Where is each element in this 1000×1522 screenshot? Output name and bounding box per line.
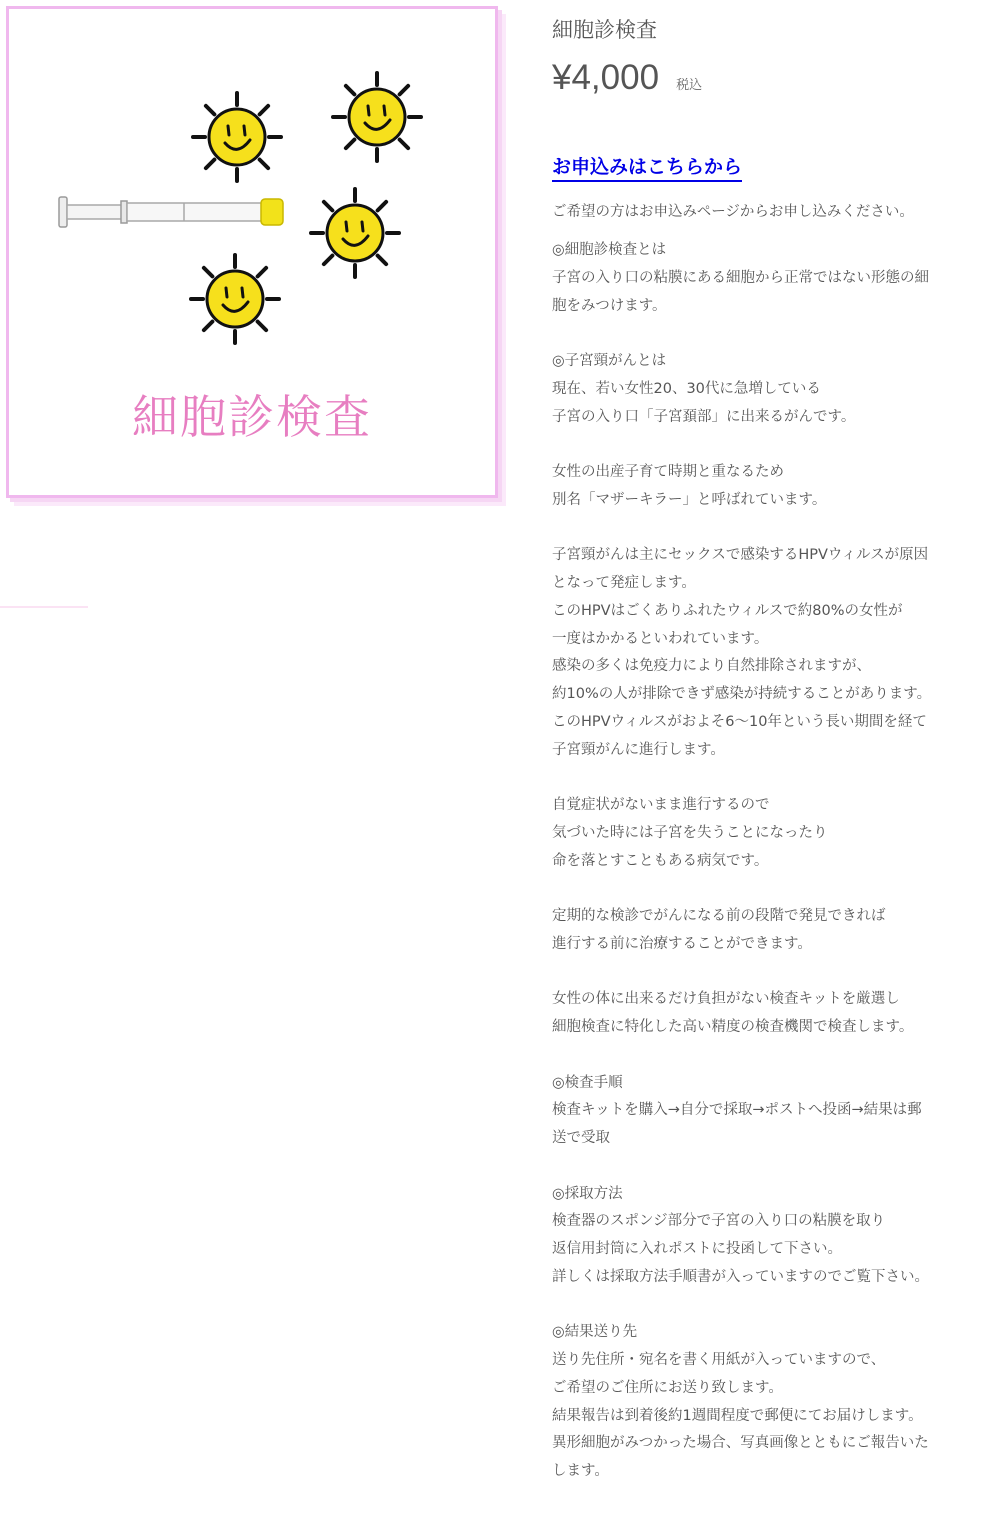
product-title: 細胞診検査 xyxy=(552,18,657,42)
smiling-sun-icon xyxy=(191,255,279,343)
description-line: 自覚症状がないまま進行するので xyxy=(552,797,770,813)
description-line: 別名「マザーキラー」と呼ばれています。 xyxy=(552,491,827,508)
description-line: このHPVはごくありふれたウィルスで約80%の女性が xyxy=(552,602,903,619)
description-line: 結果報告は到着後約1週間程度で郵便にてお届けします。 xyxy=(552,1407,923,1424)
lead-text: ご希望の方はお申込みページからお申し込みください。 xyxy=(552,204,914,220)
description-line: となって発症します。 xyxy=(552,575,696,591)
thumbnail-indicator xyxy=(0,606,88,608)
apply-link[interactable]: お申込みはこちらから xyxy=(552,152,742,182)
description-line: 子宮の入り口「子宮頚部」に出来るがんです。 xyxy=(552,408,856,425)
product-image xyxy=(6,6,498,498)
description-line: このHPVウィルスがおよそ6〜10年という長い期間を経て xyxy=(552,713,927,730)
description-line: ◎細胞診検査とは xyxy=(552,242,667,258)
description-line xyxy=(552,1292,982,1320)
description-line: 送で受取 xyxy=(552,1130,610,1146)
product-description xyxy=(552,237,982,1486)
smiling-sun-icon xyxy=(333,73,421,161)
description-line xyxy=(552,431,982,459)
description-line: 子宮頸がんは主にセックスで感染するHPVウィルスが原因 xyxy=(552,547,929,564)
smiling-sun-icon xyxy=(193,93,281,181)
description-line: 感染の多くは免疫力により自然排除されますが、 xyxy=(552,658,871,675)
product-price: ¥4,000 xyxy=(552,58,660,97)
description-line xyxy=(552,1042,982,1070)
description-line: 子宮の入り口の粘膜にある細胞から正常ではない形態の細 xyxy=(552,269,929,286)
description-line: 約10%の人が排除できず感染が持続することがあります。 xyxy=(552,686,932,702)
description-line: 送り先住所・宛名を書く用紙が入っていますので、 xyxy=(552,1352,886,1368)
description-line: ◎検査手順 xyxy=(552,1074,623,1091)
description-line: します。 xyxy=(552,1463,609,1479)
description-line: ◎結果送り先 xyxy=(552,1324,638,1341)
description-line: 検査キットを購入→自分で採取→ポストへ投函→結果は郵 xyxy=(552,1102,922,1119)
description-line: 現在、若い女性20、30代に急増している xyxy=(552,380,821,397)
description-line: 詳しくは採取方法手順書が入っていますのでご覧下さい。 xyxy=(552,1268,929,1285)
tax-label: 税込 xyxy=(676,78,703,93)
description-line: 定期的な検診でがんになる前の段階で発見できれば xyxy=(552,908,886,924)
description-line: 女性の出産子育て時期と重なるため xyxy=(552,464,784,480)
description-line: 気づいた時には子宮を失うことになったり xyxy=(552,824,828,841)
description-line xyxy=(552,320,982,348)
description-line xyxy=(552,875,982,903)
description-line: 一度はかかるといわれています。 xyxy=(552,630,769,647)
description-line: 異形細胞がみつかった場合、写真画像とともにご報告いた xyxy=(552,1435,929,1452)
description-line: ご希望のご住所にお送り致します。 xyxy=(552,1379,783,1396)
description-line: 返信用封筒に入れポストに投函して下さい。 xyxy=(552,1241,842,1257)
image-caption: 細胞診検査 xyxy=(132,390,372,444)
description-line: ◎子宮頸がんとは xyxy=(552,353,667,369)
price-row xyxy=(552,58,702,98)
description-line xyxy=(552,764,982,792)
smiling-sun-icon xyxy=(311,189,399,277)
description-line: ◎採取方法 xyxy=(552,1185,623,1202)
description-line: 検査器のスポンジ部分で子宮の入り口の粘膜を取り xyxy=(552,1213,886,1230)
description-line: 子宮頸がんに進行します。 xyxy=(552,741,725,758)
description-line xyxy=(552,1153,982,1181)
description-line: 女性の体に出来るだけ負担がない検査キットを厳選し xyxy=(552,991,900,1008)
description-line xyxy=(552,515,982,543)
description-line: 進行する前に治療することができます。 xyxy=(552,935,812,952)
description-line: 命を落とすこともある病気です。 xyxy=(552,852,769,869)
description-line xyxy=(552,959,982,987)
description-line: 胞をみつけます。 xyxy=(552,297,667,314)
swab-kit-icon xyxy=(59,197,283,227)
description-line: 細胞検査に特化した高い精度の検査機関で検査します。 xyxy=(552,1019,914,1035)
